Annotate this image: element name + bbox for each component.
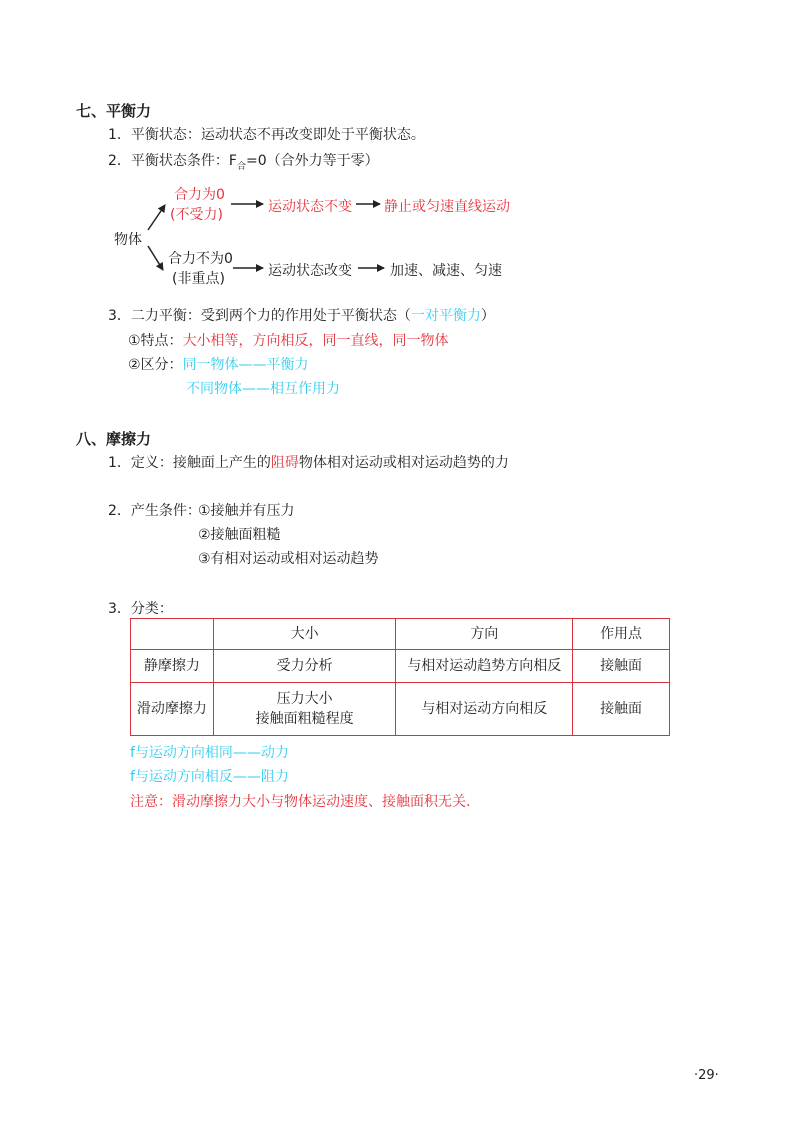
table-header-row bbox=[131, 619, 670, 650]
distinguish-different-objects: 不同物体——相互作用力 bbox=[186, 381, 340, 397]
resultant-subscript: 合 bbox=[236, 162, 246, 172]
diagram-bottom-state: 运动状态改变 bbox=[268, 263, 352, 279]
definition-highlight: 阻碍 bbox=[270, 455, 299, 471]
definition-text: 1．定义：接触面上产生的 bbox=[108, 455, 271, 471]
sliding-friction-size bbox=[213, 683, 396, 736]
balance-condition-text: 2．平衡状态条件：F bbox=[108, 153, 237, 169]
section-7-title: 七、平衡力 bbox=[76, 102, 152, 120]
pair-balanced-forces: 一对平衡力 bbox=[410, 308, 481, 324]
friction-definition bbox=[108, 452, 509, 472]
balance-state-item: 1．平衡状态：运动状态不再改变即处于平衡状态。 bbox=[108, 127, 425, 143]
distinguish-label: ②区分： bbox=[128, 357, 183, 373]
static-friction-name: 静摩擦力 bbox=[131, 650, 214, 683]
sliding-size-line-2: 接触面粗糙程度 bbox=[255, 711, 354, 727]
sliding-friction-direction: 与相对运动方向相反 bbox=[396, 683, 573, 736]
section-8-title: 八、摩擦力 bbox=[76, 430, 152, 448]
table-header-empty bbox=[131, 619, 214, 650]
diagram-top-note: (不受力) bbox=[170, 207, 223, 223]
condition-1: ①接触并有压力 bbox=[198, 503, 295, 519]
two-force-balance-close: ） bbox=[480, 308, 495, 324]
table-header-point: 作用点 bbox=[573, 619, 670, 650]
diagram-bottom-note: (非重点) bbox=[172, 271, 225, 287]
two-force-balance-text: 3．二力平衡：受到两个力的作用处于平衡状态（ bbox=[108, 308, 411, 324]
friction-classification-table bbox=[130, 618, 670, 736]
static-friction-point: 接触面 bbox=[573, 650, 670, 683]
arrow-object-to-top bbox=[148, 205, 165, 230]
distinguish-same-object: 同一物体——平衡力 bbox=[182, 357, 309, 373]
sliding-friction-point: 接触面 bbox=[573, 683, 670, 736]
static-friction-size: 受力分析 bbox=[213, 650, 396, 683]
table-row bbox=[131, 683, 670, 736]
note-resisting-force: f与运动方向相反——阻力 bbox=[130, 769, 289, 785]
features-text: 大小相等，方向相反，同一直线，同一物体 bbox=[182, 333, 449, 349]
table-row bbox=[131, 650, 670, 683]
table-header-direction: 方向 bbox=[396, 619, 573, 650]
note-attention: 注意：滑动摩擦力大小与物体运动速度、接触面积无关. bbox=[130, 794, 471, 810]
diagram-bottom-result: 加速、减速、匀速 bbox=[390, 263, 502, 279]
sliding-friction-name: 滑动摩擦力 bbox=[131, 683, 214, 736]
balance-condition-rest: =0（合外力等于零） bbox=[245, 153, 379, 169]
distinguish-line bbox=[128, 354, 309, 374]
sliding-size-line-1: 压力大小 bbox=[276, 691, 333, 707]
diagram-bottom-condition: 合力不为0 bbox=[168, 251, 233, 267]
condition-3: ③有相对运动或相对运动趋势 bbox=[198, 551, 379, 567]
features-label: ①特点： bbox=[128, 333, 183, 349]
diagram-top-state: 运动状态不变 bbox=[268, 199, 352, 215]
static-friction-direction: 与相对运动趋势方向相反 bbox=[396, 650, 573, 683]
table-header-size: 大小 bbox=[213, 619, 396, 650]
classification-label: 3．分类： bbox=[108, 601, 173, 617]
two-force-balance-item bbox=[108, 305, 495, 325]
conditions-label: 2．产生条件： bbox=[108, 503, 201, 519]
diagram-top-result: 静止或匀速直线运动 bbox=[384, 199, 510, 215]
note-driving-force: f与运动方向相同——动力 bbox=[130, 745, 289, 761]
arrow-object-to-bottom bbox=[148, 246, 163, 270]
page-number: ·29· bbox=[694, 1068, 719, 1083]
diagram-top-condition: 合力为0 bbox=[174, 187, 225, 203]
condition-2: ②接触面粗糙 bbox=[198, 527, 281, 543]
definition-rest: 物体相对运动或相对运动趋势的力 bbox=[298, 455, 509, 471]
features-line bbox=[128, 330, 449, 350]
diagram-object-label: 物体 bbox=[114, 232, 142, 248]
